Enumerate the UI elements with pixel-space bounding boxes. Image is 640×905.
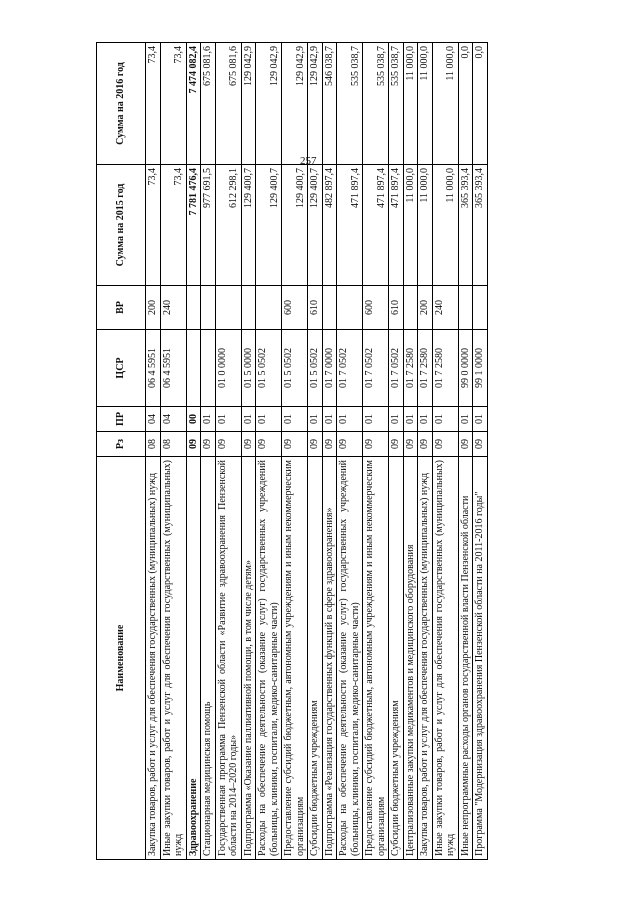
header-pr: ПР [97,407,146,432]
row-csr: 01 7 2580 [432,330,458,407]
table-row [403,43,418,860]
table-row [241,43,256,860]
row-vr [322,286,337,330]
row-rz: 09 [389,432,404,457]
row-csr: 01 5 0502 [308,330,323,407]
row-sum-2016: 129 042,9 [282,43,308,165]
row-sum-2015: 129 400,7 [282,165,308,286]
row-sum-2015: 977 691,5 [201,165,216,286]
row-csr [186,330,201,407]
row-name: Подпрограмма «Оказание паллиативной помощи, в том числе детям» [241,457,256,860]
row-name: Подпрограмма «Реализация государственных функций в сфере здравоохранения» [322,457,337,860]
row-name: Иные закупки товаров, работ и услуг для обеспечения государственных (муниципальных) нужд [160,457,186,860]
header-sum-2016: Сумма на 2016 год [97,43,146,165]
row-sum-2015: 471 897,4 [363,165,389,286]
row-sum-2015: 612 298,1 [215,165,241,286]
row-pr: 01 [418,407,433,432]
row-pr: 01 [322,407,337,432]
row-sum-2015: 11 000,0 [418,165,433,286]
row-sum-2016: 11 000,0 [418,43,433,165]
row-rz: 09 [403,432,418,457]
row-pr: 04 [160,407,186,432]
row-vr: 600 [363,286,389,330]
row-pr: 01 [256,407,282,432]
row-sum-2016: 7 474 082,4 [186,43,201,165]
row-rz: 09 [432,432,458,457]
row-vr [458,286,473,330]
row-sum-2015: 365 393,4 [458,165,473,286]
table-row [160,43,186,860]
header-vr: ВР [97,286,146,330]
row-rz: 08 [160,432,186,457]
row-sum-2016: 675 081,6 [201,43,216,165]
row-sum-2015: 365 393,4 [473,165,488,286]
row-rz: 09 [215,432,241,457]
row-csr: 99 0 0000 [458,330,473,407]
row-pr: 04 [146,407,161,432]
row-sum-2015: 471 897,4 [337,165,363,286]
row-csr: 01 5 0502 [282,330,308,407]
row-name: Субсидии бюджетным учреждениям [389,457,404,860]
row-vr: 200 [146,286,161,330]
row-rz: 09 [282,432,308,457]
row-vr [256,286,282,330]
row-vr: 200 [418,286,433,330]
row-sum-2015: 73,4 [160,165,186,286]
table-row [337,43,363,860]
row-sum-2015: 129 400,7 [308,165,323,286]
rotated-table-wrapper [96,43,621,860]
row-pr: 00 [186,407,201,432]
row-csr: 01 5 0502 [256,330,282,407]
row-rz: 09 [418,432,433,457]
row-vr: 610 [389,286,404,330]
table-row [201,43,216,860]
header-name: Наименование [97,457,146,860]
table-row [308,43,323,860]
row-name: Иные непрограммные расходы органов государственной власти Пензенской области [458,457,473,860]
row-vr: 600 [282,286,308,330]
row-vr [186,286,201,330]
row-sum-2016: 129 042,9 [241,43,256,165]
row-csr [201,330,216,407]
row-vr: 240 [160,286,186,330]
table-row [363,43,389,860]
table-row [418,43,433,860]
row-rz: 09 [241,432,256,457]
row-vr [403,286,418,330]
row-name: Иные закупки товаров, работ и услуг для обеспечения государственных (муниципальных) нужд [432,457,458,860]
row-csr: 01 7 0000 [322,330,337,407]
row-pr: 01 [458,407,473,432]
table-row [282,43,308,860]
row-pr: 01 [201,407,216,432]
row-pr: 01 [337,407,363,432]
row-name: Закупка товаров, работ и услуг для обеспечения государственных (муниципальных) нужд [418,457,433,860]
row-rz: 09 [186,432,201,457]
table-row [186,43,201,860]
budget-table [96,42,488,860]
row-name: Расходы на обеспечение деятельности (оказание услуг) государственных учреждений (больницы, клиники, госпитали, медико-санитарные части) [337,457,363,860]
row-sum-2015: 11 000,0 [403,165,418,286]
row-csr: 01 7 2580 [403,330,418,407]
row-name: Расходы на обеспечение деятельности (оказание услуг) государственных учреждений (больницы, клиники, госпитали, медико-санитарные части) [256,457,282,860]
row-name: Централизованные закупки медикаментов и медицинского оборудования [403,457,418,860]
row-sum-2016: 0,0 [473,43,488,165]
row-sum-2016: 0,0 [458,43,473,165]
row-rz: 09 [458,432,473,457]
row-sum-2016: 546 038,7 [322,43,337,165]
row-pr: 01 [473,407,488,432]
row-pr: 01 [308,407,323,432]
row-csr: 01 7 0502 [337,330,363,407]
row-rz: 09 [473,432,488,457]
row-sum-2015: 129 400,7 [256,165,282,286]
row-vr [473,286,488,330]
row-sum-2016: 73,4 [146,43,161,165]
row-sum-2015: 7 781 476,4 [186,165,201,286]
row-sum-2016: 11 000,0 [432,43,458,165]
row-name: Государственная программа Пензенской области «Развитие здравоохранения Пензенской области на 2014–2020 годы» [215,457,241,860]
table-row [146,43,161,860]
row-sum-2015: 482 897,4 [322,165,337,286]
row-csr: 01 7 2580 [418,330,433,407]
row-name: Программа "Модернизация здравоохранения Пензенской области на 2011-2016 годы" [473,457,488,860]
row-pr: 01 [389,407,404,432]
row-name: Здравоохранение [186,457,201,860]
row-rz: 09 [363,432,389,457]
table-row [322,43,337,860]
table-row [458,43,473,860]
table-row [473,43,488,860]
row-name: Предоставление субсидий бюджетным, автономным учреждениям и иным некоммерческим организациям [363,457,389,860]
header-csr: ЦСР [97,330,146,407]
row-csr: 01 7 0502 [389,330,404,407]
row-vr: 610 [308,286,323,330]
row-vr: 240 [432,286,458,330]
row-rz: 08 [146,432,161,457]
row-pr: 01 [363,407,389,432]
row-rz: 09 [337,432,363,457]
row-sum-2016: 11 000,0 [403,43,418,165]
row-sum-2015: 73,4 [146,165,161,286]
row-csr: 01 5 0000 [241,330,256,407]
row-sum-2015: 129 400,7 [241,165,256,286]
row-name: Закупка товаров, работ и услуг для обеспечения государственных (муниципальных) нужд [146,457,161,860]
row-rz: 09 [308,432,323,457]
table-row [432,43,458,860]
row-sum-2016: 73,4 [160,43,186,165]
row-csr: 01 0 0000 [215,330,241,407]
row-rz: 09 [256,432,282,457]
row-sum-2016: 535 038,7 [337,43,363,165]
row-pr: 01 [241,407,256,432]
row-csr: 99 1 0000 [473,330,488,407]
row-vr [337,286,363,330]
row-sum-2015: 471 897,4 [389,165,404,286]
row-csr: 06 4 5951 [146,330,161,407]
table-row [256,43,282,860]
row-name: Стационарная медицинская помощь [201,457,216,860]
row-sum-2016: 535 038,7 [389,43,404,165]
row-name: Предоставление субсидий бюджетным, автономным учреждениям и иным некоммерческим организациям [282,457,308,860]
row-vr [241,286,256,330]
row-pr: 01 [282,407,308,432]
row-csr: 06 4 5951 [160,330,186,407]
row-sum-2015: 11 000,0 [432,165,458,286]
row-sum-2016: 129 042,9 [256,43,282,165]
header-sum-2015: Сумма на 2015 год [97,165,146,286]
row-vr [215,286,241,330]
row-pr: 01 [215,407,241,432]
table-header-row [97,43,146,860]
row-rz: 09 [201,432,216,457]
row-sum-2016: 129 042,9 [308,43,323,165]
row-csr: 01 7 0502 [363,330,389,407]
table-row [389,43,404,860]
page-number: 257 [300,155,317,167]
row-sum-2016: 675 081,6 [215,43,241,165]
row-pr: 01 [403,407,418,432]
row-pr: 01 [432,407,458,432]
row-vr [201,286,216,330]
table-row [215,43,241,860]
header-rz: Рз [97,432,146,457]
row-sum-2016: 535 038,7 [363,43,389,165]
row-rz: 09 [322,432,337,457]
row-name: Субсидии бюджетным учреждениям [308,457,323,860]
